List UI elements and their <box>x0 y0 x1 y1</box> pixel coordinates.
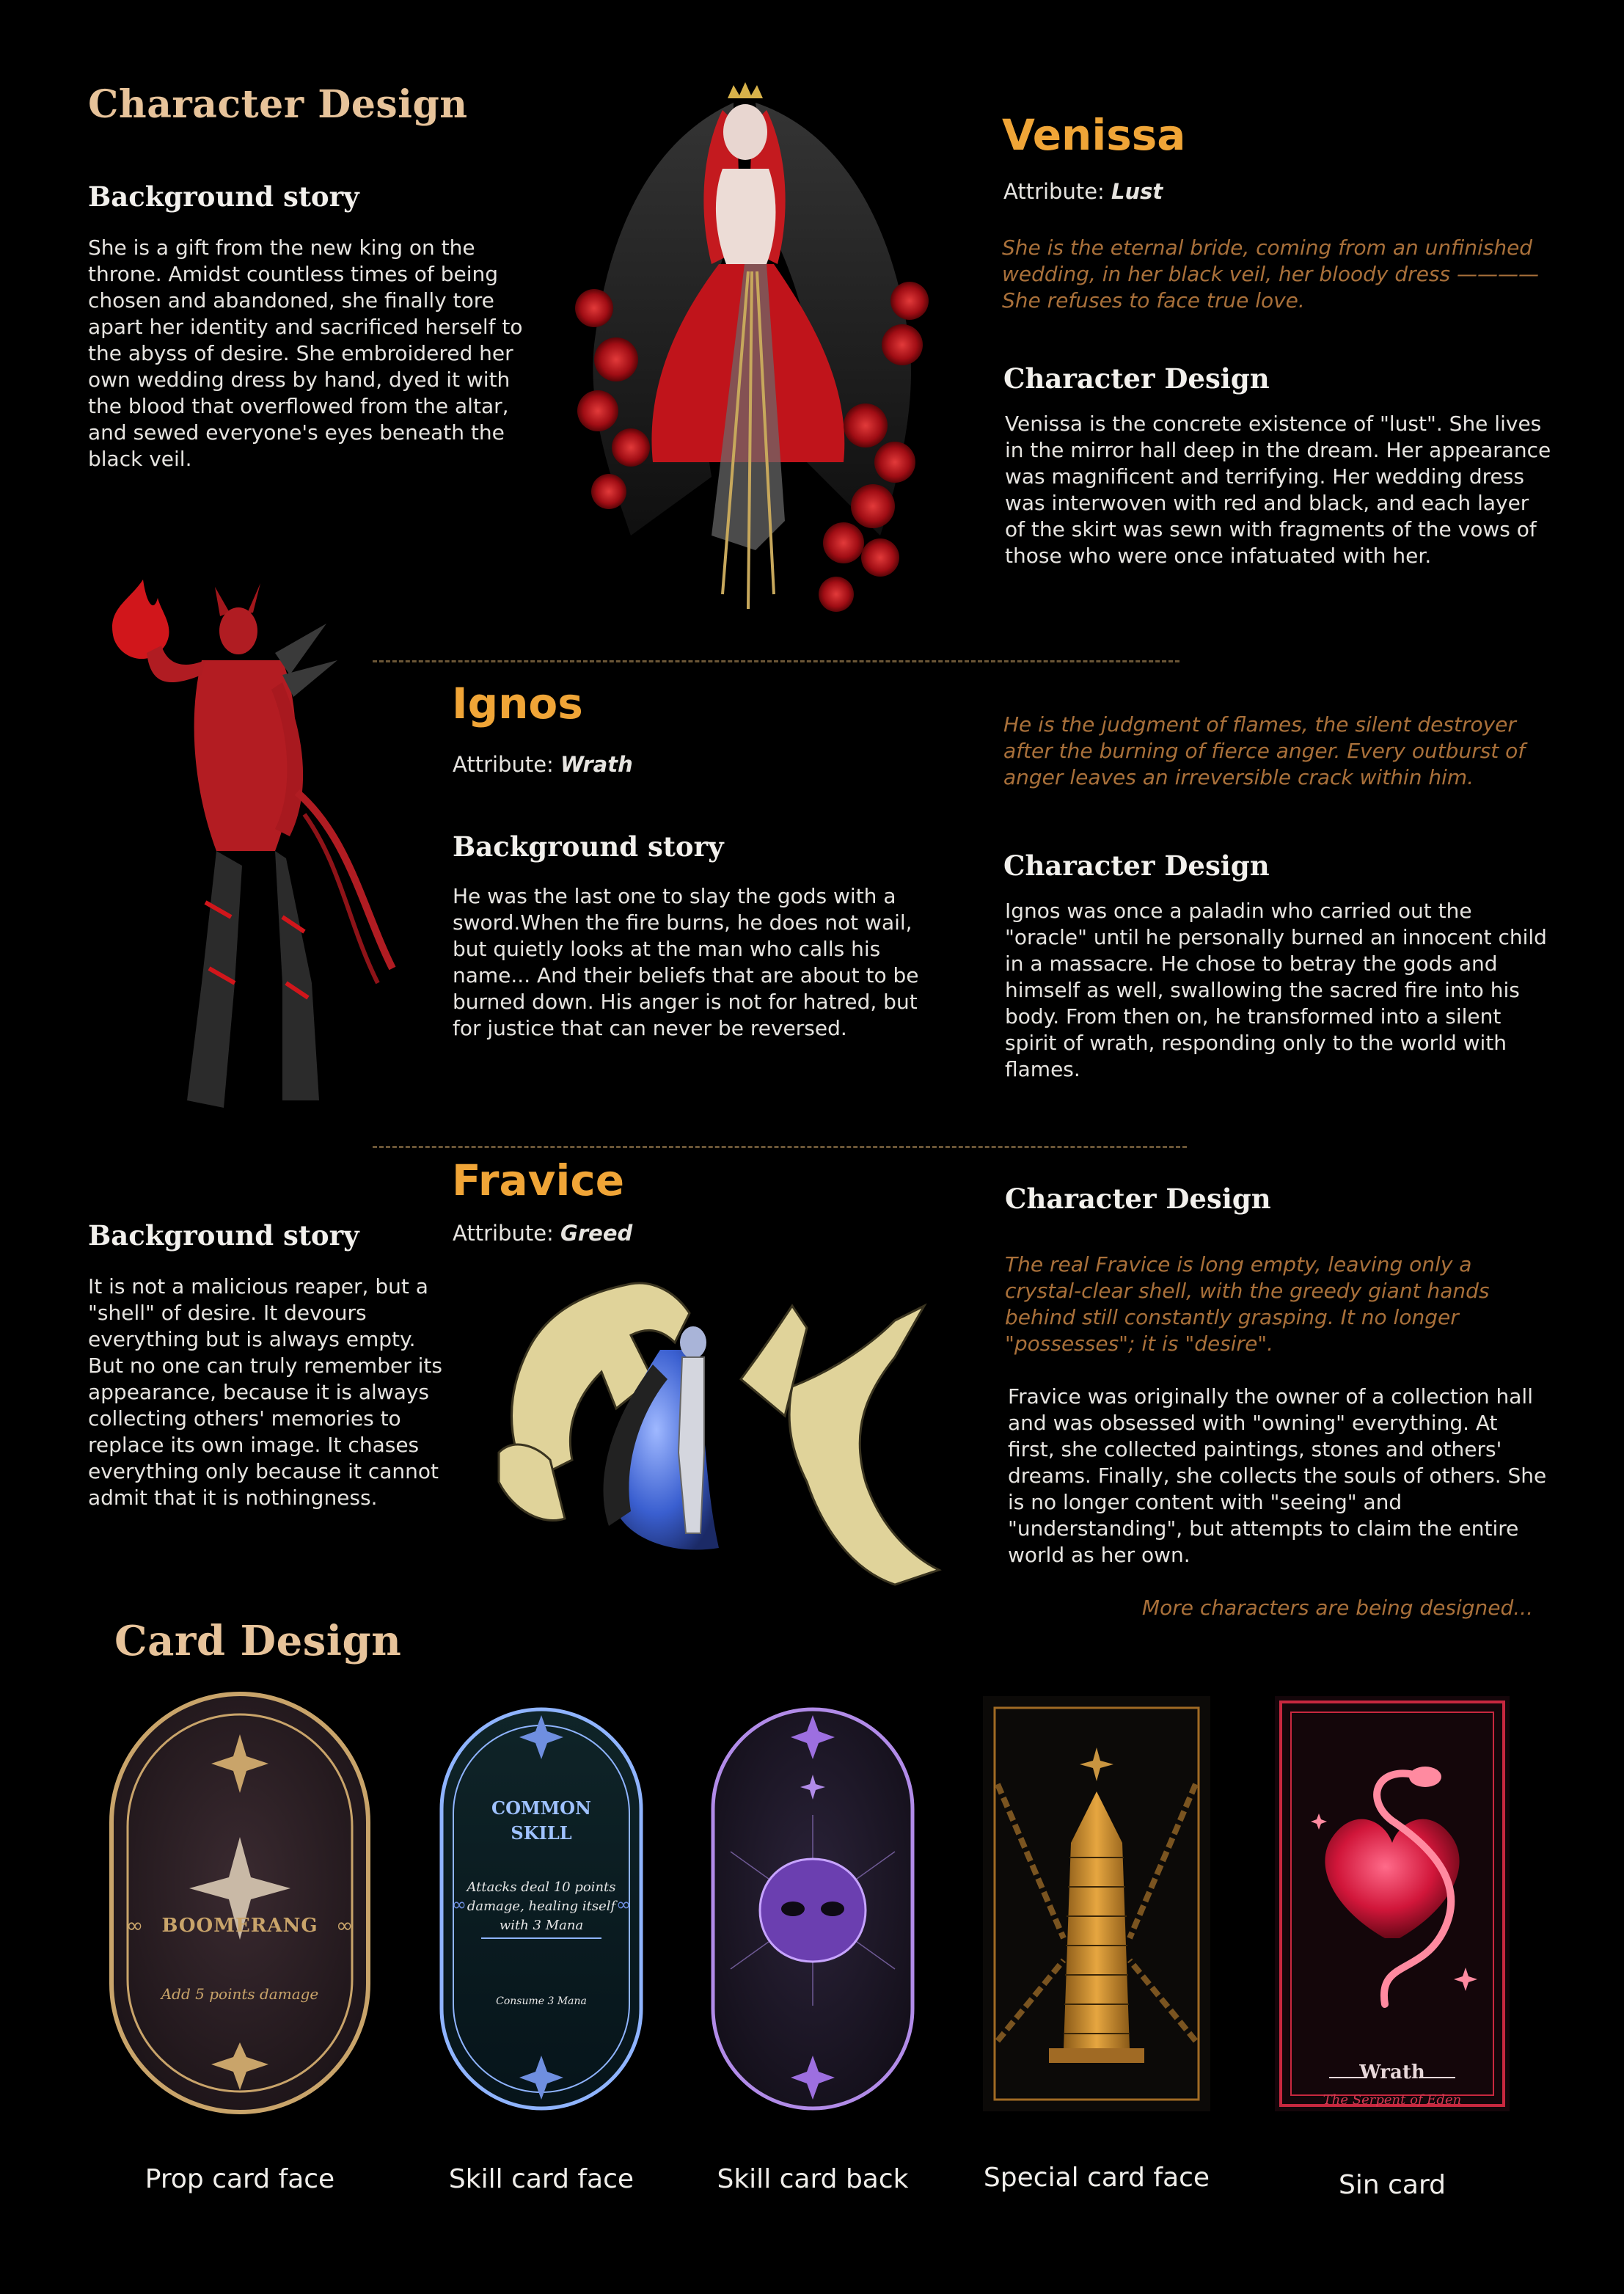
ignos-background-text: He was the last one to slay the gods with a sword.When the fire burns, he does not wail, but quietly looks at the man who calls his name... And their beliefs that are about to be burned down. His anger is not for hatred, but for justice that can never be reversed. <box>453 884 919 1040</box>
venissa-background-text: She is a gift from the new king on the throne. Amidst countless times of being chosen and abandoned, she finally tore apart her identity and sacrificed herself to the abyss of desire. She embroidered her own wedding dress by hand, dyed it with the blood that overflowed from the altar, and sewed everyone's eyes beneath the black veil. <box>88 235 523 471</box>
prop-card-title: BOOMERANG <box>161 1915 318 1937</box>
sin-card <box>1275 1696 1510 2111</box>
fravice-attribute <box>453 1221 632 1246</box>
ignos-attribute-value: Wrath <box>560 752 633 777</box>
sin-card-label: Sin card <box>1339 2170 1446 2200</box>
prop-card-label: Prop card face <box>145 2164 335 2194</box>
venissa-name: Venissa <box>1002 110 1186 160</box>
venissa-attribute-label: Attribute: <box>1003 179 1105 204</box>
ignos-background-heading: Background story <box>453 830 724 863</box>
svg-text:∞: ∞ <box>616 1894 631 1915</box>
skill-card-face-label: Skill card face <box>448 2164 634 2194</box>
section-title-card-design: Card Design <box>114 1617 402 1665</box>
divider-1 <box>373 660 1179 662</box>
fravice-background-text: It is not a malicious reaper, but a "shell" of desire. It devours everything but is always empty. But no one can truly remember its appearance, because it is always collecting others' memories to replace its own image. It chases everything only because it cannot admit that it is nothingness. <box>88 1274 442 1510</box>
special-card-label: Special card face <box>983 2163 1210 2193</box>
skill-card-title-2: SKILL <box>511 1822 572 1844</box>
sin-card-subtitle: The Serpent of Eden <box>1323 2092 1462 2108</box>
divider-2 <box>373 1146 1187 1148</box>
venissa-attribute-value: Lust <box>1111 179 1163 204</box>
fravice-attribute-label: Attribute: <box>453 1221 554 1246</box>
fravice-design-heading: Character Design <box>1005 1183 1271 1215</box>
fravice-background-heading: Background story <box>88 1219 359 1252</box>
skill-card-back-label: Skill card back <box>717 2164 909 2194</box>
prop-card-text: Add 5 points damage <box>161 1985 319 2003</box>
fravice-attribute-value: Greed <box>560 1221 633 1246</box>
svg-text:∞: ∞ <box>452 1894 467 1915</box>
ignos-design-heading: Character Design <box>1003 850 1270 882</box>
ignos-quote: He is the judgment of flames, the silent destroyer after the burning of fierce anger. Every outburst of anger leaves an irreversible crack within him. <box>1003 712 1526 789</box>
venissa-attribute <box>1003 179 1163 204</box>
ignos-name: Ignos <box>452 679 583 728</box>
fravice-name: Fravice <box>452 1155 625 1205</box>
svg-text:∞: ∞ <box>126 1913 144 1937</box>
skill-card-text: Attacks deal 10 points damage, healing itself with 3 Mana <box>467 1880 616 1933</box>
ignos-attribute <box>453 752 633 777</box>
venissa-quote: She is the eternal bride, coming from an unfinished wedding, in her black veil, her bloody dress ———— She refuses to face true love. <box>1002 235 1539 313</box>
skill-card-title-1: COMMON <box>491 1797 591 1819</box>
more-characters-note: More characters are being designed... <box>1141 1596 1533 1620</box>
section-title-character-design: Character Design <box>88 82 468 127</box>
ignos-illustration <box>84 572 407 1144</box>
fravice-illustration <box>484 1262 968 1599</box>
svg-text:∞: ∞ <box>336 1913 354 1937</box>
venissa-design-text: Venissa is the concrete existence of "lust". She lives in the mirror hall deep in the dream. Her appearance was magnificent and terrifying. Her wedding dress was interwoven with red and black, and each layer of the skirt was sewn with fragments of the vows of those who were once infatuated with her. <box>1005 412 1551 568</box>
venissa-illustration <box>565 81 946 631</box>
ignos-design-text: Ignos was once a paladin who carried out the "oracle" until he personally burned an innocent child in a massacre. He chose to betray the gods and himself as well, swallowing the sacred fire into his body. From then on, he transformed into a silent spirit of wrath, responding only to the world with flames. <box>1005 899 1547 1081</box>
special-card <box>983 1696 1210 2111</box>
fravice-design-text: Fravice was originally the owner of a collection hall and was obsessed with "owning" everything. At first, she collected paintings, stones and others' dreams. Finally, she collects the souls of others. She is no longer content with "seeing" and "understanding", but attempts to claim the entire world as her own. <box>1008 1384 1547 1567</box>
venissa-design-heading: Character Design <box>1003 362 1270 395</box>
fravice-quote: The real Fravice is long empty, leaving only a crystal-clear shell, with the greedy giant hands behind still constantly grasping. It no longer "possesses"; it is "desire". <box>1005 1252 1490 1356</box>
skill-card-back <box>709 1705 917 2113</box>
skill-card-footer: Consume 3 Mana <box>496 1995 587 2007</box>
sin-card-title: Wrath <box>1359 2061 1425 2083</box>
ignos-attribute-label: Attribute: <box>453 752 554 777</box>
venissa-background-heading: Background story <box>88 180 359 213</box>
prop-card <box>107 1690 373 2116</box>
